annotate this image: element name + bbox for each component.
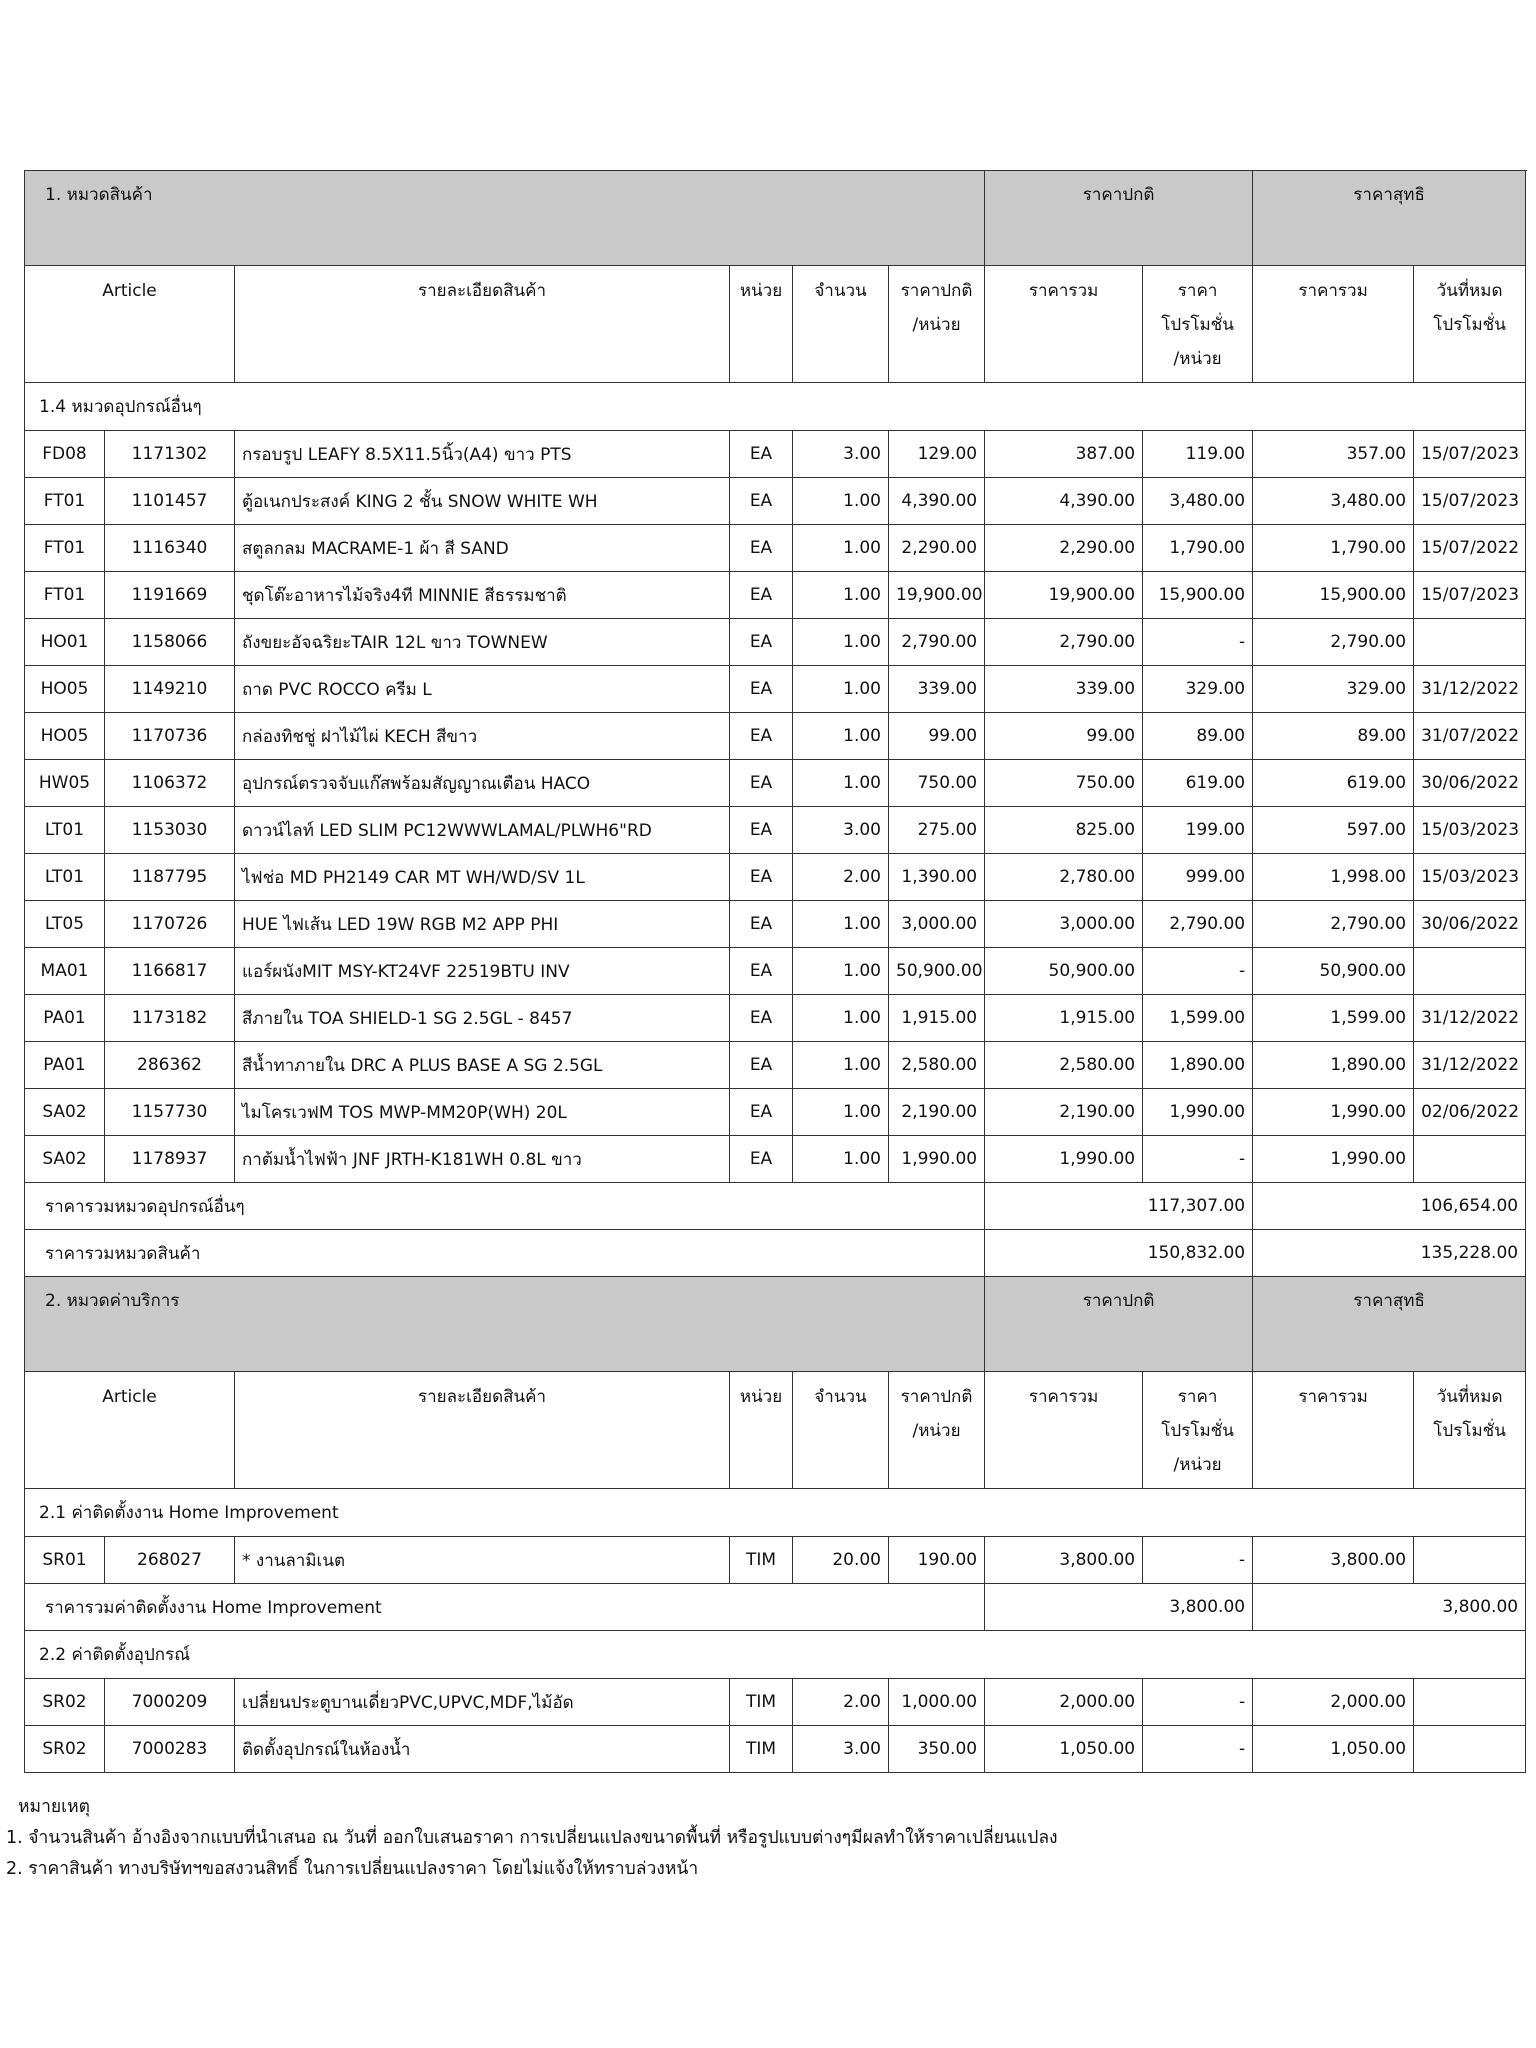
item-normal-unit-price: 2,790.00	[889, 619, 985, 666]
item-quantity: 3.00	[793, 1726, 889, 1773]
subtotal-net: 106,654.00	[1253, 1183, 1526, 1230]
section-title: 2. หมวดค่าบริการ	[25, 1277, 985, 1372]
item-description: ติดตั้งอุปกรณ์ในห้องน้ำ	[235, 1726, 730, 1773]
item-unit: EA	[730, 948, 793, 995]
item-quantity: 1.00	[793, 478, 889, 525]
item-category-code: FD08	[25, 431, 105, 478]
item-promo-total: 3,800.00	[1253, 1537, 1414, 1584]
col-promo-total: ราคารวม	[1253, 1372, 1414, 1489]
item-normal-total: 2,190.00	[985, 1089, 1143, 1136]
col-normal-unit-price-line-1: ราคาปกติ	[900, 1387, 973, 1407]
col-promo-unit-price	[1143, 266, 1253, 383]
item-promo-total: 2,790.00	[1253, 901, 1414, 948]
subtotal-row	[25, 1230, 1526, 1277]
item-promo-total: 1,990.00	[1253, 1136, 1414, 1183]
group-title: 1.4 หมวดอุปกรณ์อื่นๆ	[25, 383, 1526, 431]
table-row	[25, 854, 1526, 901]
item-quantity: 3.00	[793, 807, 889, 854]
subtotal-label: ราคารวมหมวดสินค้า	[25, 1230, 985, 1277]
item-promo-total: 1,790.00	[1253, 525, 1414, 572]
item-promo-unit-price: 1,990.00	[1143, 1089, 1253, 1136]
item-unit: EA	[730, 666, 793, 713]
item-article-number: 286362	[105, 1042, 235, 1089]
item-description: กาต้มน้ำไฟฟ้า JNF JRTH-K181WH 0.8L ขาว	[235, 1136, 730, 1183]
item-normal-total: 1,915.00	[985, 995, 1143, 1042]
item-promo-total: 1,050.00	[1253, 1726, 1414, 1773]
item-normal-total: 3,000.00	[985, 901, 1143, 948]
item-promo-unit-price: -	[1143, 619, 1253, 666]
item-normal-unit-price: 1,390.00	[889, 854, 985, 901]
item-article-number: 1171302	[105, 431, 235, 478]
quotation-table	[24, 170, 1526, 1773]
col-promo-unit-price-line-3: /หน่วย	[1173, 349, 1222, 369]
notes	[6, 1792, 1058, 1885]
subtotal-normal: 117,307.00	[985, 1183, 1253, 1230]
col-normal-total: ราคารวม	[985, 266, 1143, 383]
item-category-code: LT05	[25, 901, 105, 948]
item-description: กล่องทิชชู่ ฝาไม้ไผ่ KECH สีขาว	[235, 713, 730, 760]
item-quantity: 1.00	[793, 525, 889, 572]
item-promo-total: 2,000.00	[1253, 1679, 1414, 1726]
item-description: ดาวน์ไลท์ LED SLIM PC12WWWLAMAL/PLWH6"RD	[235, 807, 730, 854]
group-title: 2.1 ค่าติดตั้งงาน Home Improvement	[25, 1489, 1526, 1537]
item-promo-end-date: 15/07/2023	[1414, 431, 1526, 478]
item-promo-end-date	[1414, 1136, 1526, 1183]
item-normal-unit-price: 190.00	[889, 1537, 985, 1584]
table-row	[25, 948, 1526, 995]
item-normal-unit-price: 750.00	[889, 760, 985, 807]
item-promo-end-date: 15/03/2023	[1414, 854, 1526, 901]
item-article-number: 1106372	[105, 760, 235, 807]
col-unit: หน่วย	[730, 266, 793, 383]
item-normal-total: 1,990.00	[985, 1136, 1143, 1183]
item-normal-unit-price: 2,290.00	[889, 525, 985, 572]
item-promo-unit-price: -	[1143, 1136, 1253, 1183]
col-promo-unit-price	[1143, 1372, 1253, 1489]
subtotal-normal: 150,832.00	[985, 1230, 1253, 1277]
table-row	[25, 1042, 1526, 1089]
item-description: HUE ไฟเส้น LED 19W RGB M2 APP PHI	[235, 901, 730, 948]
item-promo-end-date: 15/07/2022	[1414, 525, 1526, 572]
item-promo-total: 2,790.00	[1253, 619, 1414, 666]
item-description: ถาด PVC ROCCO ครีม L	[235, 666, 730, 713]
col-promo-unit-price-line-2: โปรโมชั่น	[1161, 1421, 1234, 1441]
item-promo-end-date	[1414, 619, 1526, 666]
item-normal-unit-price: 129.00	[889, 431, 985, 478]
item-category-code: PA01	[25, 995, 105, 1042]
item-article-number: 1191669	[105, 572, 235, 619]
item-category-code: HO05	[25, 666, 105, 713]
item-promo-unit-price: 2,790.00	[1143, 901, 1253, 948]
item-normal-unit-price: 3,000.00	[889, 901, 985, 948]
table-row	[25, 713, 1526, 760]
item-promo-end-date: 30/06/2022	[1414, 760, 1526, 807]
item-article-number: 7000209	[105, 1679, 235, 1726]
table-row	[25, 1136, 1526, 1183]
col-promo-end-date-line-1: วันที่หมด	[1436, 281, 1503, 301]
net-price-header: ราคาสุทธิ	[1253, 1277, 1526, 1372]
item-promo-unit-price: 119.00	[1143, 431, 1253, 478]
item-unit: EA	[730, 760, 793, 807]
column-header	[25, 1372, 1526, 1489]
table-row	[25, 807, 1526, 854]
item-normal-total: 50,900.00	[985, 948, 1143, 995]
item-promo-total: 3,480.00	[1253, 478, 1414, 525]
table-row	[25, 525, 1526, 572]
subtotal-normal: 3,800.00	[985, 1584, 1253, 1631]
item-unit: EA	[730, 572, 793, 619]
subtotal-label: ราคารวมหมวดอุปกรณ์อื่นๆ	[25, 1183, 985, 1230]
item-promo-unit-price: 1,599.00	[1143, 995, 1253, 1042]
section-header	[25, 1277, 1526, 1372]
group-row	[25, 383, 1526, 431]
table-row	[25, 478, 1526, 525]
table-row	[25, 995, 1526, 1042]
item-unit: TIM	[730, 1726, 793, 1773]
item-unit: EA	[730, 1089, 793, 1136]
item-description: แอร์ผนังMIT MSY-KT24VF 22519BTU INV	[235, 948, 730, 995]
item-promo-total: 1,599.00	[1253, 995, 1414, 1042]
note-line-2: 2. ราคาสินค้า ทางบริษัทฯขอสงวนสิทธิ์ ในการเปลี่ยนแปลงราคา โดยไม่แจ้งให้ทราบล่วงหน้า	[6, 1859, 699, 1879]
item-normal-total: 339.00	[985, 666, 1143, 713]
group-row	[25, 1489, 1526, 1537]
item-normal-unit-price: 2,580.00	[889, 1042, 985, 1089]
col-qty: จำนวน	[793, 266, 889, 383]
item-promo-unit-price: 3,480.00	[1143, 478, 1253, 525]
item-quantity: 1.00	[793, 901, 889, 948]
note-line-1: 1. จำนวนสินค้า อ้างอิงจากแบบที่นำเสนอ ณ วันที่ ออกใบเสนอราคา การเปลี่ยนแปลงขนาดพื้นที่ หรือรูปแบบต่างๆมีผลทำให้ราคาเปลี่ยนแปลง	[6, 1828, 1058, 1848]
group-row	[25, 1631, 1526, 1679]
item-promo-unit-price: 199.00	[1143, 807, 1253, 854]
col-promo-end-date-line-2: โปรโมชั่น	[1433, 315, 1506, 335]
item-normal-unit-price: 19,900.00	[889, 572, 985, 619]
item-description: ไมโครเวฟM TOS MWP-MM20P(WH) 20L	[235, 1089, 730, 1136]
item-normal-total: 3,800.00	[985, 1537, 1143, 1584]
item-promo-unit-price: 89.00	[1143, 713, 1253, 760]
section-header	[25, 171, 1526, 266]
item-promo-end-date: 31/12/2022	[1414, 995, 1526, 1042]
item-category-code: SR01	[25, 1537, 105, 1584]
subtotal-row	[25, 1584, 1526, 1631]
item-description: สีน้ำทาภายใน DRC A PLUS BASE A SG 2.5GL	[235, 1042, 730, 1089]
item-description: กรอบรูป LEAFY 8.5X11.5นิ้ว(A4) ขาว PTS	[235, 431, 730, 478]
table-row	[25, 666, 1526, 713]
item-promo-unit-price: -	[1143, 1537, 1253, 1584]
table-row	[25, 1537, 1526, 1584]
item-unit: EA	[730, 1136, 793, 1183]
item-promo-total: 89.00	[1253, 713, 1414, 760]
col-promo-unit-price-line-1: ราคา	[1177, 1387, 1218, 1407]
item-promo-end-date: 15/03/2023	[1414, 807, 1526, 854]
item-quantity: 1.00	[793, 1089, 889, 1136]
col-normal-total: ราคารวม	[985, 1372, 1143, 1489]
item-description: สีภายใน TOA SHIELD-1 SG 2.5GL - 8457	[235, 995, 730, 1042]
item-promo-end-date: 31/12/2022	[1414, 1042, 1526, 1089]
item-category-code: HO01	[25, 619, 105, 666]
item-normal-total: 825.00	[985, 807, 1143, 854]
col-normal-unit-price-line-2: /หน่วย	[912, 1421, 961, 1441]
item-description: อุปกรณ์ตรวจจับแก๊สพร้อมสัญญาณเตือน HACO	[235, 760, 730, 807]
item-unit: EA	[730, 478, 793, 525]
item-unit: EA	[730, 713, 793, 760]
item-normal-total: 2,580.00	[985, 1042, 1143, 1089]
item-category-code: SR02	[25, 1679, 105, 1726]
item-quantity: 1.00	[793, 666, 889, 713]
item-normal-unit-price: 339.00	[889, 666, 985, 713]
item-quantity: 2.00	[793, 1679, 889, 1726]
subtotal-net: 3,800.00	[1253, 1584, 1526, 1631]
item-quantity: 1.00	[793, 995, 889, 1042]
item-quantity: 1.00	[793, 619, 889, 666]
item-category-code: PA01	[25, 1042, 105, 1089]
section-title: 1. หมวดสินค้า	[25, 171, 985, 266]
item-unit: TIM	[730, 1679, 793, 1726]
col-normal-unit-price	[889, 1372, 985, 1489]
group-title: 2.2 ค่าติดตั้งอุปกรณ์	[25, 1631, 1526, 1679]
item-category-code: HW05	[25, 760, 105, 807]
item-promo-end-date: 15/07/2023	[1414, 572, 1526, 619]
item-unit: EA	[730, 525, 793, 572]
item-promo-unit-price: 999.00	[1143, 854, 1253, 901]
item-article-number: 1101457	[105, 478, 235, 525]
item-description: ชุดโต๊ะอาหารไม้จริง4ที MINNIE สีธรรมชาติ	[235, 572, 730, 619]
subtotal-label: ราคารวมค่าติดตั้งงาน Home Improvement	[25, 1584, 985, 1631]
item-article-number: 1187795	[105, 854, 235, 901]
item-article-number: 1153030	[105, 807, 235, 854]
net-price-header: ราคาสุทธิ	[1253, 171, 1526, 266]
item-description: สตูลกลม MACRAME-1 ผ้า สี SAND	[235, 525, 730, 572]
item-category-code: SA02	[25, 1136, 105, 1183]
item-promo-total: 15,900.00	[1253, 572, 1414, 619]
table-row	[25, 619, 1526, 666]
item-category-code: HO05	[25, 713, 105, 760]
item-category-code: MA01	[25, 948, 105, 995]
item-unit: EA	[730, 854, 793, 901]
item-article-number: 7000283	[105, 1726, 235, 1773]
col-description: รายละเอียดสินค้า	[235, 1372, 730, 1489]
col-promo-end-date	[1414, 266, 1526, 383]
item-category-code: LT01	[25, 807, 105, 854]
item-promo-total: 619.00	[1253, 760, 1414, 807]
item-article-number: 1178937	[105, 1136, 235, 1183]
column-header	[25, 266, 1526, 383]
table-row	[25, 901, 1526, 948]
normal-price-header: ราคาปกติ	[985, 171, 1253, 266]
item-promo-total: 329.00	[1253, 666, 1414, 713]
notes-title: หมายเหตุ	[18, 1797, 91, 1817]
item-description: เปลี่ยนประตูบานเดี่ยวPVC,UPVC,MDF,ไม้อัด	[235, 1679, 730, 1726]
item-promo-total: 1,890.00	[1253, 1042, 1414, 1089]
item-unit: TIM	[730, 1537, 793, 1584]
item-promo-unit-price: 1,790.00	[1143, 525, 1253, 572]
col-promo-end-date-line-2: โปรโมชั่น	[1433, 1421, 1506, 1441]
item-unit: EA	[730, 995, 793, 1042]
col-promo-end-date-line-1: วันที่หมด	[1436, 1387, 1503, 1407]
item-promo-end-date: 02/06/2022	[1414, 1089, 1526, 1136]
item-normal-total: 2,000.00	[985, 1679, 1143, 1726]
col-normal-unit-price-line-2: /หน่วย	[912, 315, 961, 335]
item-category-code: SA02	[25, 1089, 105, 1136]
item-promo-end-date	[1414, 1726, 1526, 1773]
item-quantity: 1.00	[793, 1136, 889, 1183]
item-category-code: LT01	[25, 854, 105, 901]
item-quantity: 20.00	[793, 1537, 889, 1584]
item-promo-unit-price: 1,890.00	[1143, 1042, 1253, 1089]
table-row	[25, 760, 1526, 807]
item-quantity: 1.00	[793, 760, 889, 807]
item-promo-total: 1,990.00	[1253, 1089, 1414, 1136]
item-normal-total: 1,050.00	[985, 1726, 1143, 1773]
item-article-number: 1157730	[105, 1089, 235, 1136]
item-normal-total: 19,900.00	[985, 572, 1143, 619]
table-row	[25, 1679, 1526, 1726]
item-quantity: 2.00	[793, 854, 889, 901]
item-promo-unit-price: -	[1143, 948, 1253, 995]
item-quantity: 1.00	[793, 713, 889, 760]
item-article-number: 1170736	[105, 713, 235, 760]
table-row	[25, 431, 1526, 478]
col-description: รายละเอียดสินค้า	[235, 266, 730, 383]
item-promo-end-date: 15/07/2023	[1414, 478, 1526, 525]
item-promo-end-date	[1414, 948, 1526, 995]
item-normal-total: 2,790.00	[985, 619, 1143, 666]
item-normal-unit-price: 1,915.00	[889, 995, 985, 1042]
item-promo-unit-price: -	[1143, 1679, 1253, 1726]
item-promo-unit-price: 619.00	[1143, 760, 1253, 807]
item-article-number: 268027	[105, 1537, 235, 1584]
col-normal-unit-price-line-1: ราคาปกติ	[900, 281, 973, 301]
item-article-number: 1166817	[105, 948, 235, 995]
item-description: ไฟช่อ MD PH2149 CAR MT WH/WD/SV 1L	[235, 854, 730, 901]
col-promo-unit-price-line-1: ราคา	[1177, 281, 1218, 301]
item-promo-end-date: 31/12/2022	[1414, 666, 1526, 713]
item-quantity: 1.00	[793, 948, 889, 995]
item-category-code: FT01	[25, 478, 105, 525]
table-row	[25, 1089, 1526, 1136]
subtotal-row	[25, 1183, 1526, 1230]
item-description: ถังขยะอัจฉริยะTAIR 12L ขาว TOWNEW	[235, 619, 730, 666]
item-unit: EA	[730, 1042, 793, 1089]
item-article-number: 1170726	[105, 901, 235, 948]
subtotal-net: 135,228.00	[1253, 1230, 1526, 1277]
item-normal-total: 2,780.00	[985, 854, 1143, 901]
item-normal-unit-price: 1,990.00	[889, 1136, 985, 1183]
item-promo-end-date: 31/07/2022	[1414, 713, 1526, 760]
item-unit: EA	[730, 431, 793, 478]
table-row	[25, 572, 1526, 619]
col-promo-unit-price-line-2: โปรโมชั่น	[1161, 315, 1234, 335]
col-unit: หน่วย	[730, 1372, 793, 1489]
item-normal-total: 387.00	[985, 431, 1143, 478]
item-promo-end-date	[1414, 1679, 1526, 1726]
table-row	[25, 1726, 1526, 1773]
item-promo-total: 1,998.00	[1253, 854, 1414, 901]
item-unit: EA	[730, 901, 793, 948]
item-article-number: 1158066	[105, 619, 235, 666]
quotation-table-body	[25, 171, 1526, 1773]
item-article-number: 1116340	[105, 525, 235, 572]
item-normal-unit-price: 4,390.00	[889, 478, 985, 525]
item-normal-unit-price: 275.00	[889, 807, 985, 854]
item-quantity: 1.00	[793, 1042, 889, 1089]
item-category-code: FT01	[25, 572, 105, 619]
col-promo-end-date	[1414, 1372, 1526, 1489]
item-category-code: FT01	[25, 525, 105, 572]
item-normal-total: 2,290.00	[985, 525, 1143, 572]
col-article: Article	[25, 1372, 235, 1489]
col-qty: จำนวน	[793, 1372, 889, 1489]
item-description: * งานลามิเนต	[235, 1537, 730, 1584]
item-promo-unit-price: -	[1143, 1726, 1253, 1773]
item-category-code: SR02	[25, 1726, 105, 1773]
item-promo-end-date	[1414, 1537, 1526, 1584]
col-normal-unit-price	[889, 266, 985, 383]
col-promo-total: ราคารวม	[1253, 266, 1414, 383]
normal-price-header: ราคาปกติ	[985, 1277, 1253, 1372]
col-promo-unit-price-line-3: /หน่วย	[1173, 1455, 1222, 1475]
item-promo-total: 50,900.00	[1253, 948, 1414, 995]
item-promo-unit-price: 15,900.00	[1143, 572, 1253, 619]
item-promo-unit-price: 329.00	[1143, 666, 1253, 713]
item-article-number: 1149210	[105, 666, 235, 713]
item-promo-total: 597.00	[1253, 807, 1414, 854]
item-quantity: 1.00	[793, 572, 889, 619]
item-quantity: 3.00	[793, 431, 889, 478]
item-normal-unit-price: 99.00	[889, 713, 985, 760]
item-normal-unit-price: 50,900.00	[889, 948, 985, 995]
item-article-number: 1173182	[105, 995, 235, 1042]
item-promo-end-date: 30/06/2022	[1414, 901, 1526, 948]
item-promo-total: 357.00	[1253, 431, 1414, 478]
item-description: ตู้อเนกประสงค์ KING 2 ชั้น SNOW WHITE WH	[235, 478, 730, 525]
col-article: Article	[25, 266, 235, 383]
item-unit: EA	[730, 619, 793, 666]
item-normal-total: 4,390.00	[985, 478, 1143, 525]
item-normal-unit-price: 350.00	[889, 1726, 985, 1773]
item-normal-unit-price: 1,000.00	[889, 1679, 985, 1726]
item-unit: EA	[730, 807, 793, 854]
item-normal-total: 750.00	[985, 760, 1143, 807]
item-normal-unit-price: 2,190.00	[889, 1089, 985, 1136]
item-normal-total: 99.00	[985, 713, 1143, 760]
